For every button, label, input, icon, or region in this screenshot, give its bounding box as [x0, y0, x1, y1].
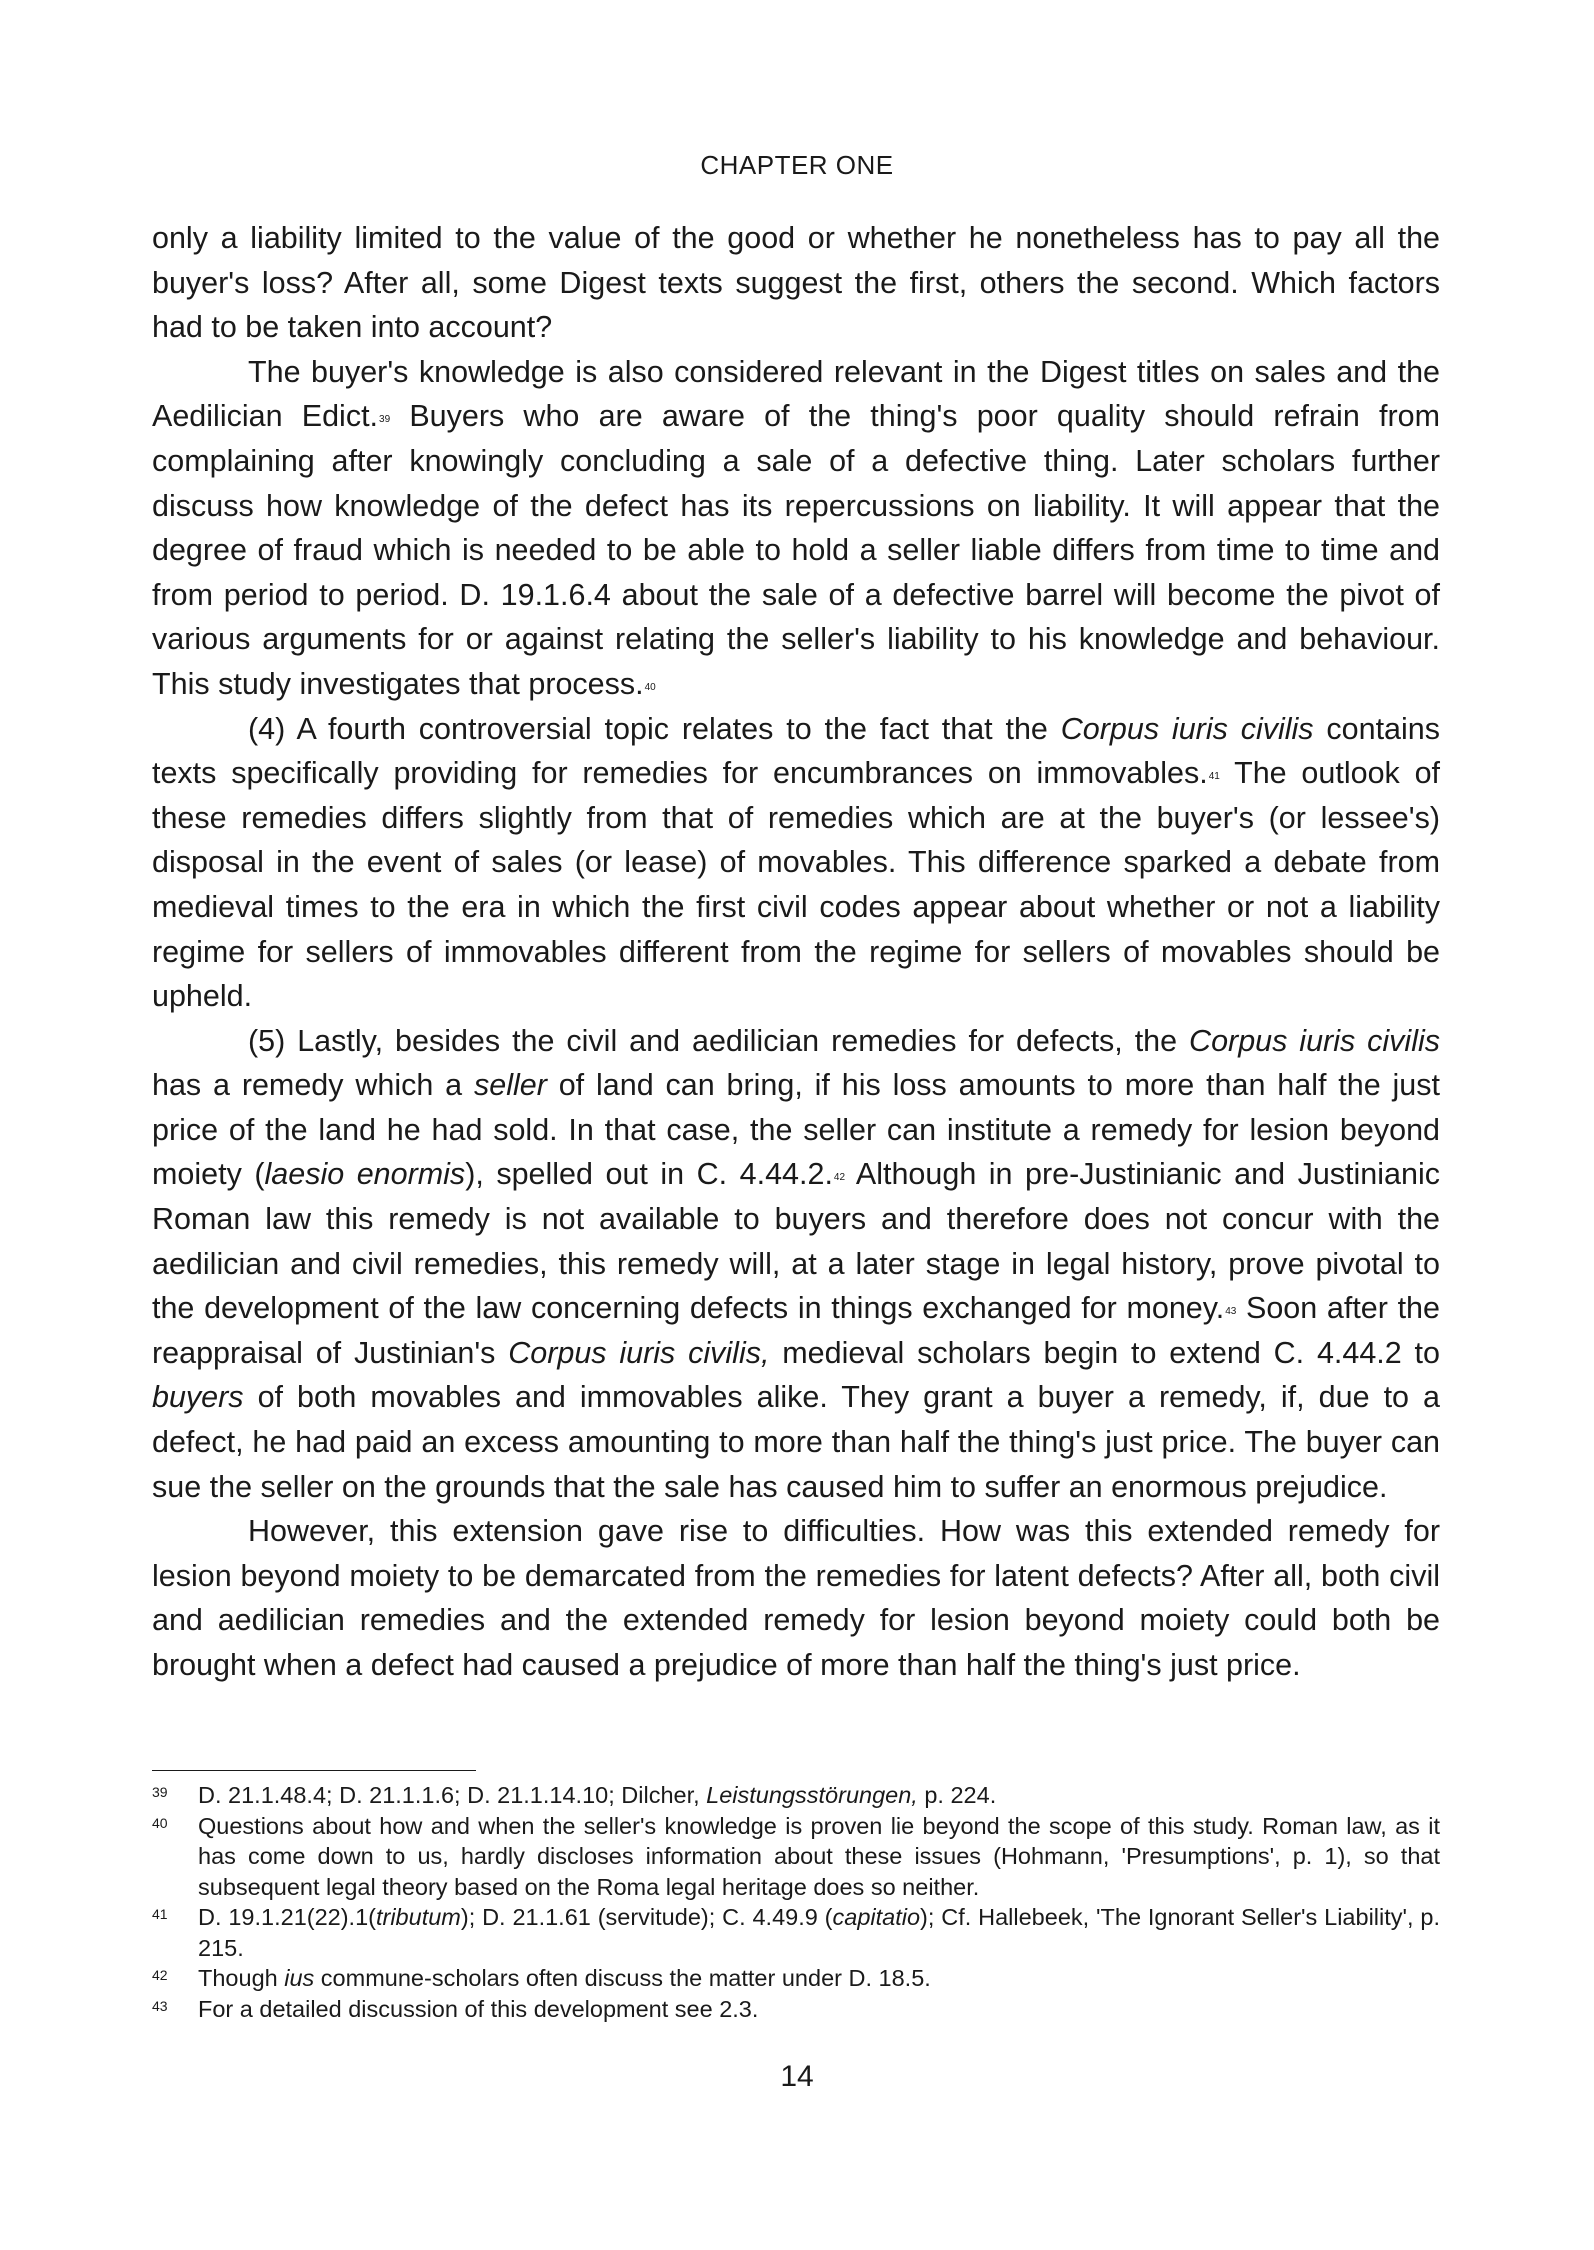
- footnote-number: 40: [152, 1814, 168, 1831]
- running-header: CHAPTER ONE: [700, 150, 894, 180]
- paragraph-5: However, this extension gave rise to difficulties. How was this extended remedy for lesion beyond moiety to be demarcated from the remedies for latent defects? After all, both civil and aedilician remedies and the extended remedy for lesion beyond moiety could both be brought when a defect had caused a prejudice of more than half the thing's just price.: [152, 1514, 1440, 1682]
- footnote-ref-42[interactable]: 42: [833, 1172, 846, 1184]
- body-text: [152, 216, 1440, 1688]
- footnote-ref-43[interactable]: 43: [1225, 1306, 1237, 1318]
- paragraph-4: (5) Lastly, besides the civil and aedilician remedies for defects, the Corpus iuris civilis has a remedy which a seller of land can bring, if his loss amounts to more than half the just price of the land he had sold. In that case, the seller can institute a remedy for lesion beyond moiety (laesio enormis), spelled out in C. 4.44.2.42 Although in pre-Justinianic and Justinianic Roman law this remedy is not available to buyers and therefore does not concur with the aedilician and civil remedies, this remedy will, at a later stage in legal history, prove pivotal to the development of the law concerning defects in things exchanged for money.$^{43}$ Soon after the reappraisal of Justinian's Corpus iuris civilis, medieval scholars begin to extend C. 4.44.2 to buyers of both movables and immovables alike. They grant a buyer a remedy, if, due to a defect, he had paid an excess amounting to more than half the thing's just price. The buyer can sue the seller on the grounds that the sale has caused him to suffer an enormous prejudice.: [152, 1023, 1441, 1504]
- footnote-number: 43: [152, 1997, 168, 2014]
- paragraph-1: only a liability limited to the value of the good or whether he nonetheless has to pay all the buyer's loss? After all, some Digest texts suggest the first, others the second. Which factors had to be taken into account?: [152, 221, 1440, 345]
- paragraph-2: The buyer's knowledge is also considered relevant in the Digest titles on sales and the Aedilician Edict.$^{39}$ Buyers who are aware of the thing's poor quality should refrain from complaining after knowingly concluding a sale of a defective thing. Later scholars further discuss how knowledge of the defect has its repercussions on liability. It will appear that the degree of fraud which is needed to be able to hold a seller liable differs from time to time and from period to period. D. 19.1.6.4 about the sale of a defective barrel will become the pivot of various arguments for or against relating the seller's liability to his knowledge and behaviour. This study investigates that process.$^{40}$: [152, 354, 1440, 701]
- footnote-number: 42: [152, 1967, 168, 1983]
- footnote-43: 43 For a detailed discussion of this development see 2.3.: [152, 1995, 759, 2022]
- footnote-number: 41: [152, 1906, 168, 1922]
- footnote-separator: [152, 1770, 476, 1771]
- footnote-ref-39[interactable]: 39: [379, 414, 391, 426]
- footnote-ref-41[interactable]: 41: [1208, 771, 1220, 783]
- footnote-40: 40 Questions about how and when the seller's knowledge is proven lie beyond the scope of this study. Roman law, as it has come down to us, hardly discloses information about these issues (Hohmann, 'Presumptions', p. 1), so that subsequent legal theory based on the Roma legal heritage does so neither.: [152, 1812, 1440, 1900]
- paragraph-3: (4) A fourth controversial topic relates to the fact that the Corpus iuris civilis contains texts specifically providing for remedies for encumbrances on immovables.$^{41}$ The outlook of these remedies differs slightly from that of remedies which are at the buyer's (or lessee's) disposal in the event of sales (or lease) of movables. This difference sparked a debate from medieval times to the era in which the first civil codes appear about whether or not a liability regime for sellers of immovables different from the regime for sellers of movables should be upheld.: [152, 711, 1441, 1014]
- page-number: 14: [780, 2060, 814, 2093]
- footnote-39: 39 D. 21.1.48.4; D. 21.1.1.6; D. 21.1.14.10; Dilcher, Leistungsstörungen, p. 224.: [152, 1782, 997, 1808]
- footnote-number: 39: [152, 1784, 168, 1800]
- footnote-42: 42 Though ius commune-scholars often discuss the matter under D. 18.5.: [152, 1965, 931, 1991]
- footnote-ref-40[interactable]: 40: [644, 681, 656, 693]
- footnote-41: 41 D. 19.1.21(22).1(tributum); D. 21.1.61 (servitude); C. 4.49.9 (capitatio); Cf. Hallebeek, 'The Ignorant Seller's Liability', p. 215.: [152, 1904, 1440, 1961]
- footnotes: [152, 1780, 1440, 2024]
